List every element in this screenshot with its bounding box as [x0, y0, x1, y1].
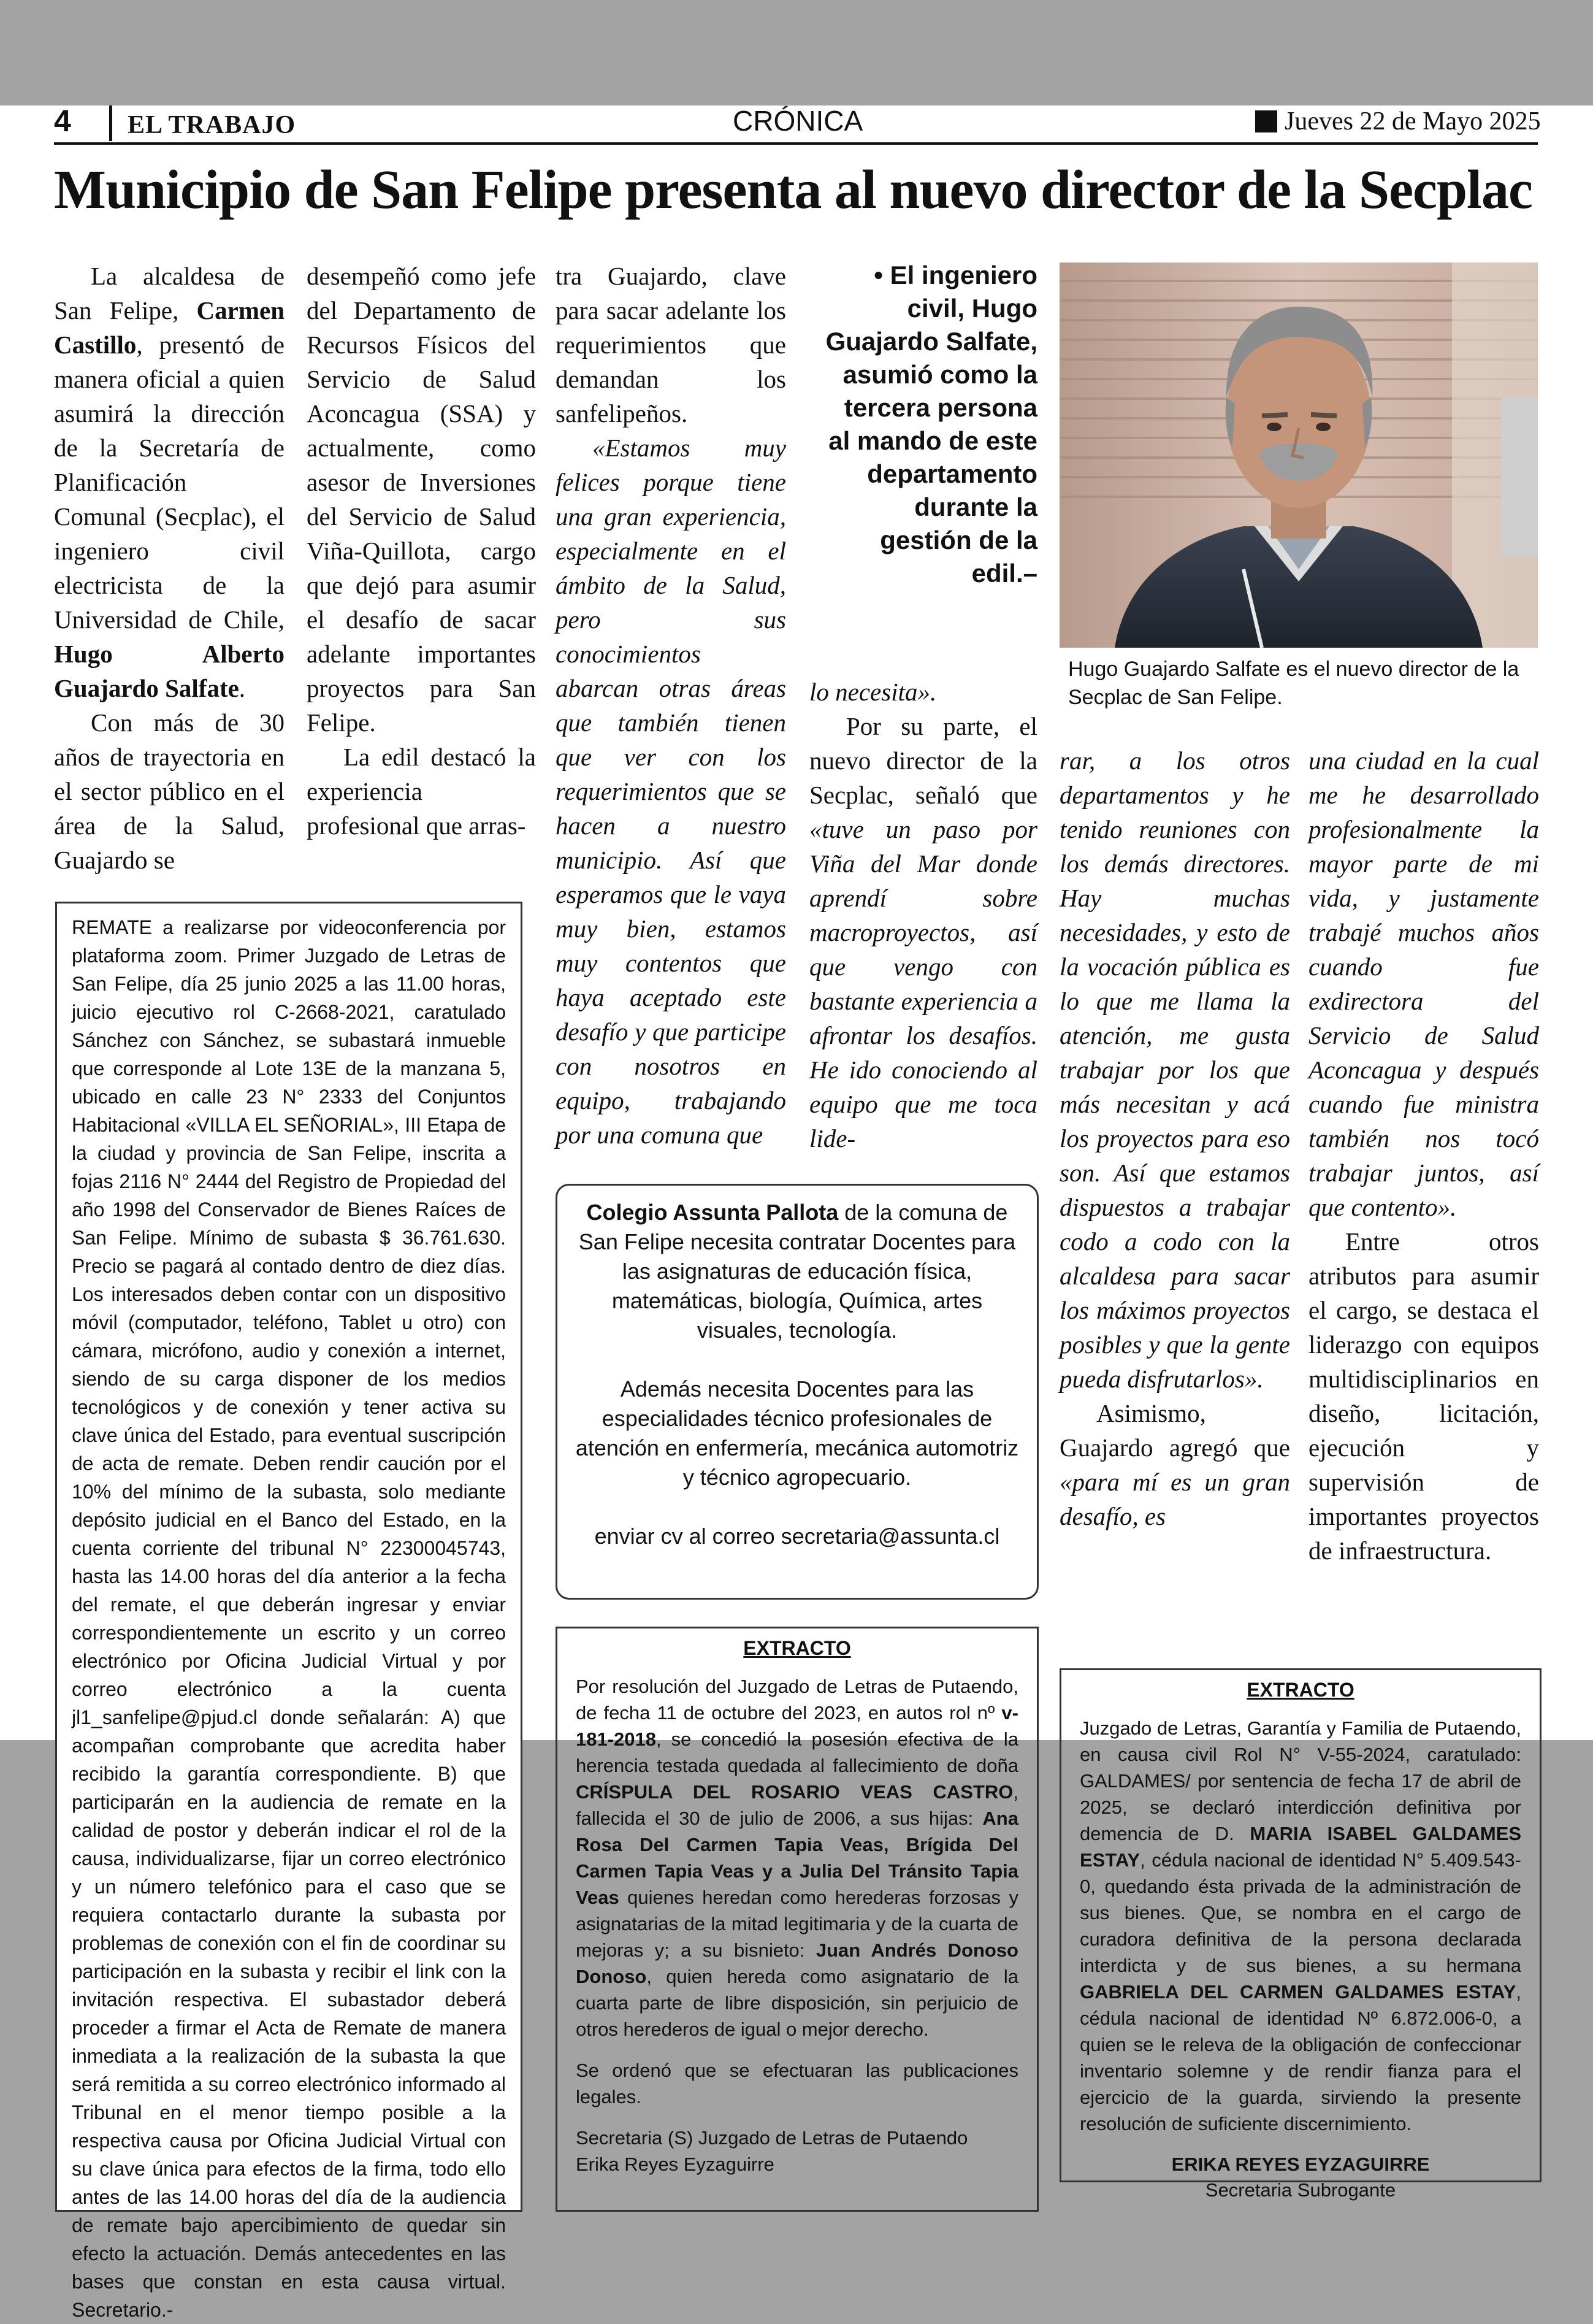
remate-text: REMATE a realizarse por videoconferencia por plataforma zoom. Primer Juzgado de Letras de San Felipe, día 25 junio 2025 a las 11.00 horas, juicio ejecutivo rol C-2668-2021, caratulado Sánchez con Sánchez, se subastará inmueble que corresponde al Lote 13E de la manzana 5, ubicado en calle 23 N° 2333 del Conjuntos Habitacional «VILLA EL SEÑORIAL», III Etapa de la ciudad y provincia de San Felipe, inscrita a fojas 2116 N° 2444 del Registro de Propiedad del año 1998 del Conservador de Bienes Raíces de San Felipe. Mínimo de subasta $ 36.761.630. Precio se pagará al contado dentro de diez días. Los interesados deben contar con un dispositivo móvil (computador, teléfono, Tablet u otro) con cámara, micrófono, audio y conexión a internet, siendo de su carga disponer de los medios tecnológicos y de conexión y tener activa su clave única del Estado, para eventual suscripción de acta de remate. Deben rendir caución por el 10% del mínimo de la subasta, solo mediante depósito judicial en el Banco del Estado, en la cuenta corriente del tribunal N° 22300045743, hasta las 14.00 horas del día anterior a la fecha del remate, el que deberán ingresar y enviar correspondientemente un escrito y un correo electrónico por Oficina Judicial Virtual y por correo electrónico a la cuenta jl1_sanfelipe@pjud.cl donde señalarán: A) que acompañan comprobante que acredita haber recibido la garantía correspondiente. B) que participarán en la audiencia de remate en la calidad de postor y deberán indicar el rol de la causa, individualizarse, fijar un correo electrónico y un número telefónico para el caso que se requiera contactarlo durante la subasta por problemas de conexión con el fin de coordinar su participación en la subasta y recibir el link con la invitación respectiva. El subastador deberá proceder a firmar el Acta de Remate de manera inmediata a la realización de la subasta la que será remitida a su correo electrónico informado al Tribunal en el menor tiempo posible a la respectiva causa por Oficina Judicial Virtual con su clave única para efectos de la firma, todo ello antes de las 14.00 horas del día de la audiencia de remate bajo apercibimiento de quedar sin efecto la actuación. Demás antecedentes en las bases que constan en esta causa virtual. Secretario.- [72, 916, 506, 2321]
colegio-line-2: Además necesita Docentes para las especialidades técnico profesionales de atención en enfermería, mecánica automotriz y técnico agropecuario. [575, 1376, 1019, 1490]
article-column-6 [1308, 743, 1539, 1568]
extracto-paragraph: Juzgado de Letras, Garantía y Familia de Putaendo, en causa civil Rol N° V-55-2024, caratulado: GALDAMES/ por sentencia de fecha 17 de abril de 2025, se declaró interdicción definitiva por demencia de D. MARIA ISABEL GALDAMES ESTAY, cédula nacional de identidad N° 5.409.543-0, quedando ésta privada de la administración de sus bienes. Que, se nombra en el cargo de curadora definitiva de la persona declarada interdicta y de sus bienes, a su hermana GABRIELA DEL CARMEN GALDAMES ESTAY, cédula nacional de identidad Nº 6.872.006-0, a quien se le releva de la obligación de confeccionar inventario solemne y de rendir fianza para el ejercicio de la guarda, sirviendo la presente resolución de suficiente discernimiento. [1080, 1717, 1521, 2134]
article-kicker: • El ingeniero civil, Hugo Guajardo Salfate, asumió como la tercera persona al mando de este departamento durante la gestión de la edil.– [825, 261, 1037, 588]
page-number: 4 [54, 104, 71, 138]
extracto-signature: Secretaria (S) Juzgado de Letras de Putaendo Erika Reyes Eyzaguirre [576, 2127, 968, 2175]
extracto-signature: ERIKA REYES EYZAGUIRRE Secretaria Subrogante [1171, 2153, 1430, 2201]
extracto-title: EXTRACTO [743, 1637, 851, 1659]
article-column-4 [809, 675, 1037, 1156]
issue-date: Jueves 22 de Mayo 2025 [1285, 107, 1541, 136]
article-quote: lo necesita». [809, 678, 937, 706]
paper-name: EL TRABAJO [128, 111, 296, 139]
article-paragraph: tra Guajardo, clave para sacar adelante los requerimientos que demandan los sanfelipeños. [556, 262, 786, 428]
article-paragraph: La edil destacó la experiencia profesional que arras- [307, 743, 536, 840]
article-paragraph: desempeñó como jefe del Departamento de Recursos Físicos del Servicio de Salud Aconcagua (SSA) y actualmente, como asesor de Inversiones del Servicio de Salud Viña-Quillota, cargo que dejó para asumir el desafío de sacar adelante importantes proyectos para San Felipe. [307, 262, 536, 737]
colegio-line-1: Colegio Assunta Pallota de la comuna de San Felipe necesita contratar Docentes para las asignaturas de educación física, matemáticas, biología, Química, artes visuales, tecnología. [578, 1200, 1016, 1343]
section-name: CRÓNICA [733, 105, 863, 137]
article-paragraph: Asimismo, Guajardo agregó que «para mí es un gran desafío, es [1060, 1399, 1290, 1530]
article-column-1 [54, 259, 285, 877]
header-rule [54, 142, 1538, 145]
article-quote: rar, a los otros departamentos y he tenido reuniones con los demás directores. Hay muchas necesidades, y esto de la vocación pública es lo que me llama la atención, me gusta trabajar por los que más necesitan y acá los proyectos para eso son. Así que estamos dispuestos a trabajar codo a codo con la alcaldesa para sacar los máximos proyectos posibles y que la gente pueda disfrutarlos». [1060, 746, 1290, 1393]
colegio-contact: enviar cv al correo secretaria@assunta.cl [594, 1524, 1000, 1549]
article-column-3 [556, 259, 786, 1152]
colegio-ad [556, 1184, 1039, 1600]
article-column-5 [1060, 743, 1290, 1533]
article-column-2 [307, 259, 536, 843]
colegio-name: Colegio Assunta Pallota [586, 1200, 839, 1225]
person-name: Carmen Castillo [54, 296, 285, 359]
article-quote: una ciudad en la cual me he desarrollado profesionalmente la mayor parte de mi vida, y justamente trabajé muchos años cuando fue exdirectora del Servicio de Salud Aconcagua y después cuando fue ministra también nos tocó trabajar juntos, así que contento». [1308, 746, 1539, 1221]
remate-notice [55, 902, 522, 2321]
header-divider [109, 105, 112, 141]
photo-caption: Hugo Guajardo Salfate es el nuevo director de la Secplac de San Felipe. [1068, 658, 1519, 709]
extracto-paragraph: Se ordenó que se efectuaran las publicaciones legales. [576, 2060, 1018, 2107]
headline: Municipio de San Felipe presenta al nuevo director de la Secplac [54, 159, 1532, 220]
extracto-notice-1 [556, 1627, 1039, 2212]
extracto-title: EXTRACTO [1247, 1679, 1354, 1701]
portrait-photo [1060, 263, 1538, 648]
top-margin [0, 0, 1593, 105]
extracto-notice-2 [1060, 1668, 1541, 2201]
extracto-paragraph: Por resolución del Juzgado de Letras de Putaendo, de fecha 11 de octubre del 2023, en autos rol nº v-181-2018, se concedió la posesión efectiva de la herencia testada quedada al fallecimiento de doña CRÍSPULA DEL ROSARIO VEAS CASTRO, fallecida el 30 de julio de 2006, a sus hijas: Ana Rosa Del Carmen Tapia Veas, Brígida Del Carmen Tapia Veas y a Julia Del Tránsito Tapia Veas quienes heredan como herederas forzosas y asignatarias de la mitad legitimaria y de la cuarta de mejoras y; a su bisnieto: Juan Andrés Donoso Donoso, quien hereda como asignatario de la cuarta parte de libre disposición, sin perjuicio de otros herederos de igual o mejor derecho. [576, 1676, 1018, 2040]
article-paragraph: Entre otros atributos para asumir el cargo, se destaca el liderazgo con equipos multidisciplinarios en diseño, licitación, ejecución y supervisión de importantes proyectos de infraestructura. [1308, 1227, 1539, 1565]
person-name: Hugo Alberto Guajardo Salfate [54, 640, 285, 702]
square-bullet-icon [1255, 110, 1277, 132]
portrait-image [1060, 263, 1538, 648]
article-paragraph: Con más de 30 años de trayectoria en el sector público en el área de la Salud, Guajardo se [54, 708, 285, 874]
article-paragraph: Por su parte, el nuevo director de la Secplac, señaló que «tuve un paso por Viña del Mar donde aprendí sobre macroproyectos, así que vengo con bastante experiencia a afrontar los desafíos. He ido conociendo al equipo que me toca lide- [809, 712, 1037, 1152]
article-paragraph: La alcaldesa de San Felipe, Carmen Castillo, presentó de manera oficial a quien asumirá la dirección de la Secretaría de Planificación Comunal (Secplac), el ingeniero civil electricista de la Universidad de Chile, Hugo Alberto Guajardo Salfate. [54, 262, 285, 702]
article-quote: «Estamos muy felices porque tiene una gran experiencia, especialmente en el ámbito de la Salud, pero sus conocimientos abarcan otras áreas que también tienen que ver con los requerimientos que se hacen a nuestro municipio. Así que esperamos que le vaya muy bien, estamos muy contentos que haya aceptado este desafío y que participe con nosotros en equipo, trabajando por una comuna que [556, 434, 786, 1149]
